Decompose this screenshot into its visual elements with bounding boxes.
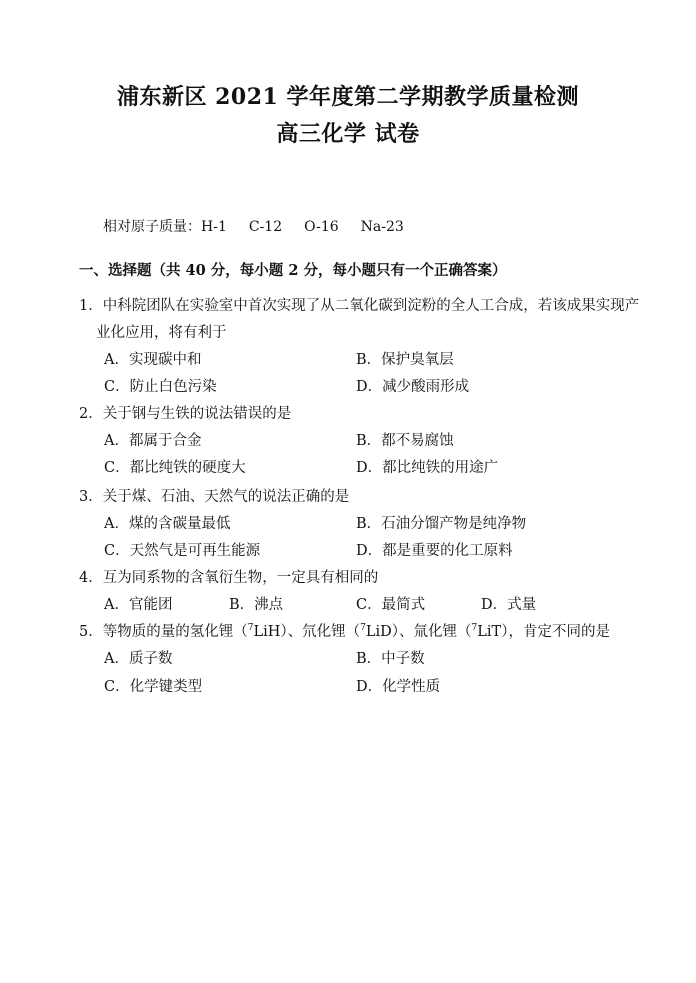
question-3-option-c: C．天然气是可再生能源 (104, 543, 261, 559)
question-5-stem (79, 620, 610, 641)
question-5-option-b: B．中子数 (356, 651, 425, 667)
question-2-option-c: C．都比纯铁的硬度大 (104, 460, 246, 476)
formula-lit: LiT (477, 624, 502, 640)
atomic-masses-line (103, 216, 404, 236)
question-3-option-d: D．都是重要的化工原料 (356, 543, 513, 559)
mass-number-1: 7 (247, 623, 254, 633)
atomic-mass-o: O-16 (304, 219, 339, 235)
question-3-option-a: A．煤的含碳量最低 (104, 516, 231, 532)
exam-subtitle: 高三化学 试卷 (276, 121, 420, 147)
question-4-option-b: B．沸点 (229, 597, 284, 613)
question-1-option-c: C．防止白色污染 (104, 379, 217, 395)
question-2-option-a: A．都属于合金 (104, 433, 202, 449)
question-5-stem-prefix: 5．等物质的量的氢化锂（ (79, 624, 248, 640)
exam-title: 浦东新区 2021 学年度第二学期教学质量检测 (116, 84, 580, 110)
formula-lid: LiD (365, 624, 392, 640)
question-1-option-d: D．减少酸雨形成 (356, 379, 470, 395)
section-heading: 一、选择题（共 40 分，每小题 2 分，每小题只有一个正确答案） (79, 262, 507, 279)
question-1-option-b: B．保护臭氧层 (356, 352, 454, 368)
atomic-mass-na: Na-23 (360, 219, 404, 235)
question-5-stem-suffix: ），肯定不同的是 (501, 624, 610, 640)
atomic-mass-h: H-1 (201, 219, 227, 235)
formula-lih: LiH (253, 624, 281, 640)
question-4-option-a: A．官能团 (104, 597, 173, 613)
question-4-option-c: C．最简式 (356, 597, 426, 613)
question-2-stem: 2．关于钢与生铁的说法错误的是 (79, 406, 292, 422)
question-3-stem: 3．关于煤、石油、天然气的说法正确的是 (79, 489, 350, 505)
atomic-masses-label: 相对原子质量： (103, 219, 201, 235)
question-5-option-d: D．化学性质 (356, 679, 441, 695)
question-2-option-b: B．都不易腐蚀 (356, 433, 454, 449)
question-5-option-c: C．化学键类型 (104, 679, 203, 695)
question-2-option-d: D．都比纯铁的用途广 (356, 460, 499, 476)
mass-number-3: 7 (471, 623, 478, 633)
question-4-stem: 4．互为同系物的含氧衍生物，一定具有相同的 (79, 570, 379, 586)
mass-number-2: 7 (360, 623, 366, 633)
question-1-option-a: A．实现碳中和 (104, 352, 202, 368)
question-1-stem-line1: 1．中科院团队在实验室中首次实现了从二氧化碳到淀粉的全人工合成，若该成果实现产 (79, 298, 640, 314)
question-5-stem-mid2: ）、氚化锂（ (391, 624, 472, 640)
question-5-stem-mid1: ）、氘化锂（ (280, 624, 361, 640)
question-3-option-b: B．石油分馏产物是纯净物 (356, 516, 527, 532)
question-5-option-a: A．质子数 (104, 651, 173, 667)
atomic-mass-c: C-12 (248, 219, 283, 235)
question-4-option-d: D．式量 (481, 597, 537, 613)
question-1-stem-line2: 业化应用，将有利于 (96, 325, 227, 341)
